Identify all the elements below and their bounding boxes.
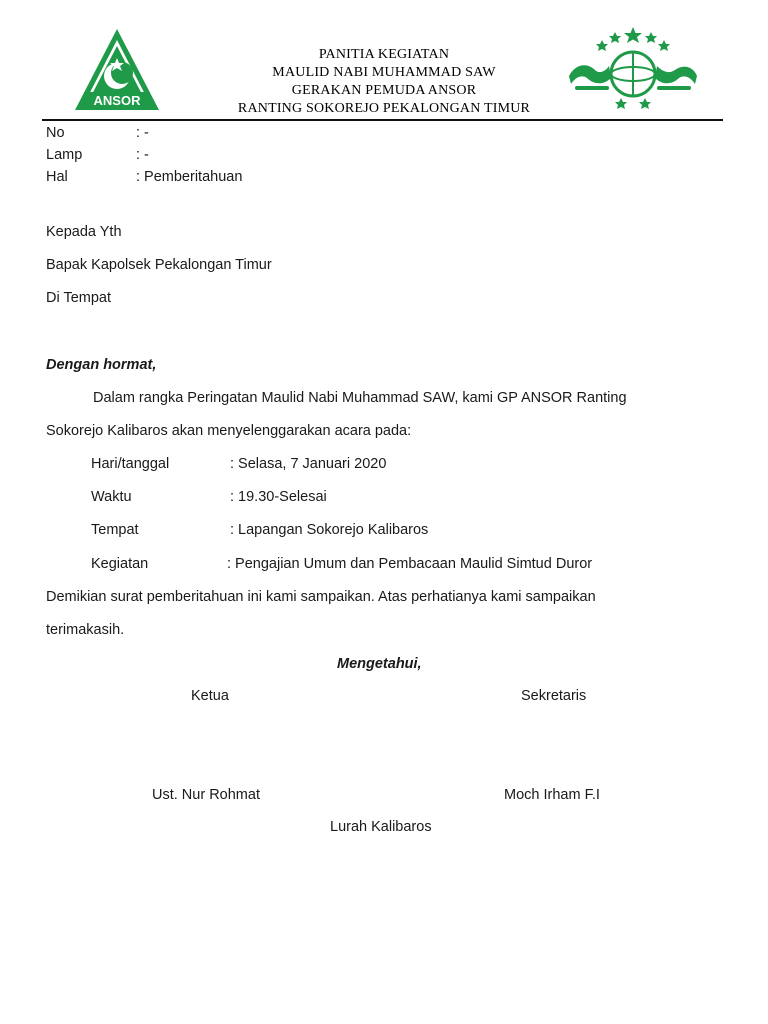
- detail-value: : Lapangan Sokorejo Kalibaros: [230, 522, 429, 538]
- header-organization: GERAKAN PEMUDA ANSOR: [291, 83, 477, 98]
- detail-label: Waktu: [91, 489, 132, 505]
- recipient-line-2: Bapak Kapolsek Pekalongan Timur: [46, 257, 272, 273]
- detail-value: : Selasa, 7 Januari 2020: [230, 456, 387, 472]
- acknowledged-label: Mengetahui,: [337, 656, 422, 672]
- secretary-name: Moch Irham F.I: [504, 787, 600, 803]
- recipient-line-1: Kepada Yth: [46, 224, 122, 240]
- header-divider: [42, 119, 723, 121]
- no-label: No: [46, 125, 65, 141]
- header-committee: PANITIA KEGIATAN: [318, 47, 450, 62]
- secretary-title: Sekretaris: [521, 688, 587, 704]
- detail-value: : 19.30-Selesai: [230, 489, 327, 505]
- no-value: : -: [136, 125, 149, 141]
- ansor-logo-text: ANSOR: [93, 93, 141, 108]
- chairman-title: Ketua: [191, 688, 229, 704]
- nu-emblem-icon: [565, 26, 701, 116]
- hal-value: : Pemberitahuan: [136, 169, 243, 185]
- detail-value: : Pengajian Umum dan Pembacaan Maulid Simtud Duror: [227, 556, 593, 572]
- greeting: Dengan hormat,: [46, 357, 157, 373]
- lamp-label: Lamp: [46, 147, 83, 163]
- detail-label: Tempat: [91, 522, 139, 538]
- ansor-logo-icon: [72, 26, 162, 112]
- closing-line-2: terimakasih.: [46, 622, 125, 638]
- chairman-name: Ust. Nur Rohmat: [152, 787, 260, 803]
- header-branch: RANTING SOKOREJO PEKALONGAN TIMUR: [237, 101, 531, 116]
- recipient-line-3: Di Tempat: [46, 290, 112, 306]
- intro-line-1: Dalam rangka Peringatan Maulid Nabi Muhammad SAW, kami GP ANSOR Ranting: [93, 390, 627, 406]
- village-head-title: Lurah Kalibaros: [330, 819, 432, 835]
- header-event: MAULID NABI MUHAMMAD SAW: [272, 65, 496, 80]
- closing-line-1: Demikian surat pemberitahuan ini kami sampaikan. Atas perhatianya kami sampaikan: [46, 589, 596, 605]
- hal-label: Hal: [46, 169, 68, 185]
- lamp-value: : -: [136, 147, 149, 163]
- detail-label: Hari/tanggal: [91, 456, 170, 472]
- intro-line-2: Sokorejo Kalibaros akan menyelenggarakan acara pada:: [46, 423, 412, 439]
- detail-label: Kegiatan: [91, 556, 149, 572]
